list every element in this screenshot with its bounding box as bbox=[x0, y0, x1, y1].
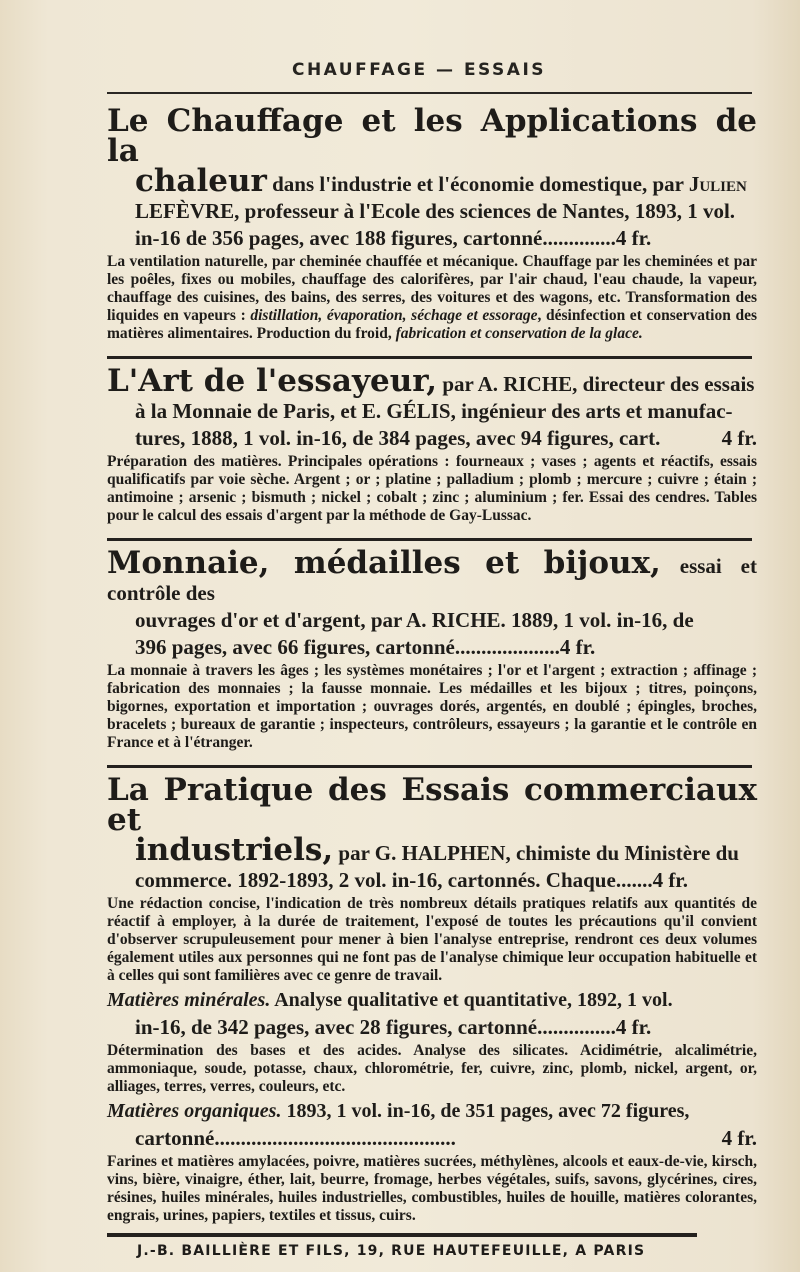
book-format: commerce. 1892-1893, 2 vol. in-16, cartonnés. Chaque bbox=[135, 868, 616, 892]
book-details-line: à la Monnaie de Paris, et E. GÉLIS, ingénieur des arts et manufac- bbox=[135, 399, 733, 423]
book-author: par G. HALPHEN, chimiste du Ministère du bbox=[333, 841, 739, 865]
publisher-footer: J.-B. BAILLIÈRE ET FILS, 19, RUE HAUTEFEUILLE, A PARIS bbox=[137, 1243, 646, 1259]
volume-price-line bbox=[107, 1014, 757, 1041]
volume-title: Matières organiques. bbox=[107, 1100, 282, 1122]
page-content bbox=[107, 60, 757, 1259]
book-title-continued: chaleur bbox=[135, 163, 267, 199]
leader-dots: ............... bbox=[537, 1015, 616, 1039]
book-price-line bbox=[107, 634, 757, 661]
volume-description: Détermination des bases et des acides. Analyse des silicates. Acidimétrie, alcalimétrie, ammoniaque, soude, potasse, chaux, chlorométrie, fer, cuivre, zinc, plomb, nickel, argent, or, alliages, terres, verres, couleurs, etc. bbox=[107, 1042, 757, 1095]
book-entry-monnaie bbox=[107, 545, 757, 752]
book-title: Monnaie, médailles et bijoux, bbox=[107, 545, 661, 581]
section-rule bbox=[107, 765, 752, 768]
leader-dots: .............. bbox=[542, 226, 616, 250]
desc-text-2: , désinfection et conservation des matières alimentaires. Production du froid, bbox=[107, 307, 757, 342]
book-price: 4 fr. bbox=[559, 635, 596, 659]
book-format: 396 pages, avec 66 figures, cartonné bbox=[135, 635, 455, 659]
book-title-line bbox=[107, 103, 757, 169]
leader-dots: .................... bbox=[454, 635, 560, 659]
book-entry-chauffage bbox=[107, 103, 757, 343]
volume-title-line bbox=[107, 1098, 757, 1125]
book-price: 4 fr. bbox=[652, 868, 688, 892]
book-format: tures, 1888, 1 vol. in-16, de 384 pages, avec 94 figures, cart. bbox=[135, 426, 661, 450]
book-description: Préparation des matières. Principales opérations : fourneaux ; vases ; agents et réactifs, essais qualificatifs par voie sèche. Argent ; or ; platine ; palladium ; plomb ; mercure ; cuivre ; étain ; antimoine ; arsenic ; bismuth ; nickel ; cobalt ; zinc ; aluminium ; fer. Essai des cendres. Tables pour le calcul des essais d'argent par la méthode de Gay-Lussac. bbox=[107, 453, 757, 524]
book-entry-essayeur bbox=[107, 363, 757, 525]
book-description: La monnaie à travers les âges ; les systèmes monétaires ; l'or et l'argent ; extraction ; affinage ; fabrication des monnaies ; la fausse monnaie. Les médailles et les bijoux ; titres, poinçons, bigornes, exportation et importation ; ouvrages dorés, argentés, en doublé ; épingles, broches, bracelets ; bureaux de garantie ; inspecteurs, contrôleurs, essayeurs ; la garantie et le contrôle en France et à l'étranger. bbox=[107, 662, 757, 751]
section-rule bbox=[107, 538, 752, 541]
book-price: 4 fr. bbox=[615, 226, 652, 250]
book-details-line: ouvrages d'or et d'argent, par A. RICHE. 1889, 1 vol. in-16, de bbox=[135, 608, 694, 632]
volume-price: 4 fr. bbox=[615, 1015, 652, 1039]
book-title: Le Chauffage et les Applications de la bbox=[107, 103, 757, 169]
book-price-line bbox=[107, 425, 757, 452]
book-entry-pratique-essais bbox=[107, 772, 757, 1225]
book-price-line bbox=[107, 867, 757, 894]
volume-title-line bbox=[107, 987, 757, 1014]
book-subtitle: dans l'industrie et l'économie domestique, par bbox=[266, 172, 689, 196]
book-description: Une rédaction concise, l'indication de très nombreux détails pratiques relatifs aux quantités de réactif à employer, à la durée de traitement, l'exposé de toutes les précautions qu'il convient d'observer scrupuleusement pour mener à bien l'analyse entreprise, rendront ces deux volumes également utiles aux personnes qui ne font pas de l'analyse chimique leur occupation habituelle et à celles qui sont familières avec ce genre de travail. bbox=[107, 895, 757, 984]
book-details-line: LEFÈVRE, professeur à l'Ecole des sciences de Nantes, 1893, 1 vol. bbox=[135, 199, 736, 223]
book-price-line bbox=[107, 225, 757, 252]
book-description bbox=[107, 253, 757, 343]
volume-format: in-16, de 342 pages, avec 28 figures, cartonné bbox=[135, 1015, 538, 1039]
author-first-name: Julien bbox=[688, 172, 747, 196]
leader-dots: ....... bbox=[615, 868, 653, 892]
book-author: par A. RICHE, directeur des essais bbox=[437, 372, 755, 396]
book-subtitle: essai et contrôle des bbox=[107, 554, 757, 605]
volume-format: cartonné bbox=[135, 1126, 215, 1150]
volume-details: 1893, 1 vol. in-16, de 351 pages, avec 72 figures, bbox=[281, 1100, 690, 1122]
book-title-line bbox=[107, 772, 757, 838]
desc-italic: distillation, évaporation, séchage et essorage bbox=[250, 307, 538, 324]
desc-italic-2: fabrication et conservation de la glace. bbox=[395, 325, 643, 342]
book-title-line-2 bbox=[107, 832, 757, 868]
leader-dots: .............................................. bbox=[214, 1126, 456, 1150]
book-price: 4 fr. bbox=[721, 426, 757, 450]
book-title-line bbox=[107, 545, 757, 607]
book-title-continued: industriels, bbox=[135, 832, 334, 868]
book-title-line-2 bbox=[107, 163, 757, 199]
section-rule bbox=[107, 356, 752, 359]
header-rule bbox=[107, 92, 752, 94]
volume-price-line bbox=[107, 1125, 757, 1152]
book-title: La Pratique des Essais commerciaux et bbox=[107, 772, 757, 838]
book-title: L'Art de l'essayeur, bbox=[107, 363, 438, 399]
volume-title: Matières minérales. bbox=[107, 989, 271, 1011]
volume-details: Analyse qualitative et quantitative, 1892, 1 vol. bbox=[270, 989, 673, 1011]
volume-price: 4 fr. bbox=[721, 1126, 757, 1150]
volume-description: Farines et matières amylacées, poivre, matières sucrées, méthylènes, alcools et eaux-de-vie, kirsch, vins, bière, vinaigre, éther, lait, beurre, fromage, herbes végétales, suifs, savons, glycérines, cires, résines, huiles minérales, huiles industrielles, combustibles, huiles de houille, matières colorantes, engrais, urines, papiers, textiles et tissus, cuirs. bbox=[107, 1153, 757, 1224]
footer-rule bbox=[107, 1233, 697, 1237]
desc-text: La ventilation naturelle, par cheminée chauffée et mécanique. Chauffage par les cheminées et par les poêles, fixes ou mobiles, chauffage des calorifères, par l'air chaud, l'eau chaude, la vapeur, chauffage des cuisines, des bains, des serres, des voitures et des wagons, etc. Transformation des liquides en vapeurs : bbox=[107, 253, 757, 324]
book-title-line bbox=[107, 363, 757, 399]
page-header: CHAUFFAGE — ESSAIS bbox=[291, 60, 547, 80]
book-format: in-16 de 356 pages, avec 188 figures, cartonné bbox=[135, 226, 543, 250]
